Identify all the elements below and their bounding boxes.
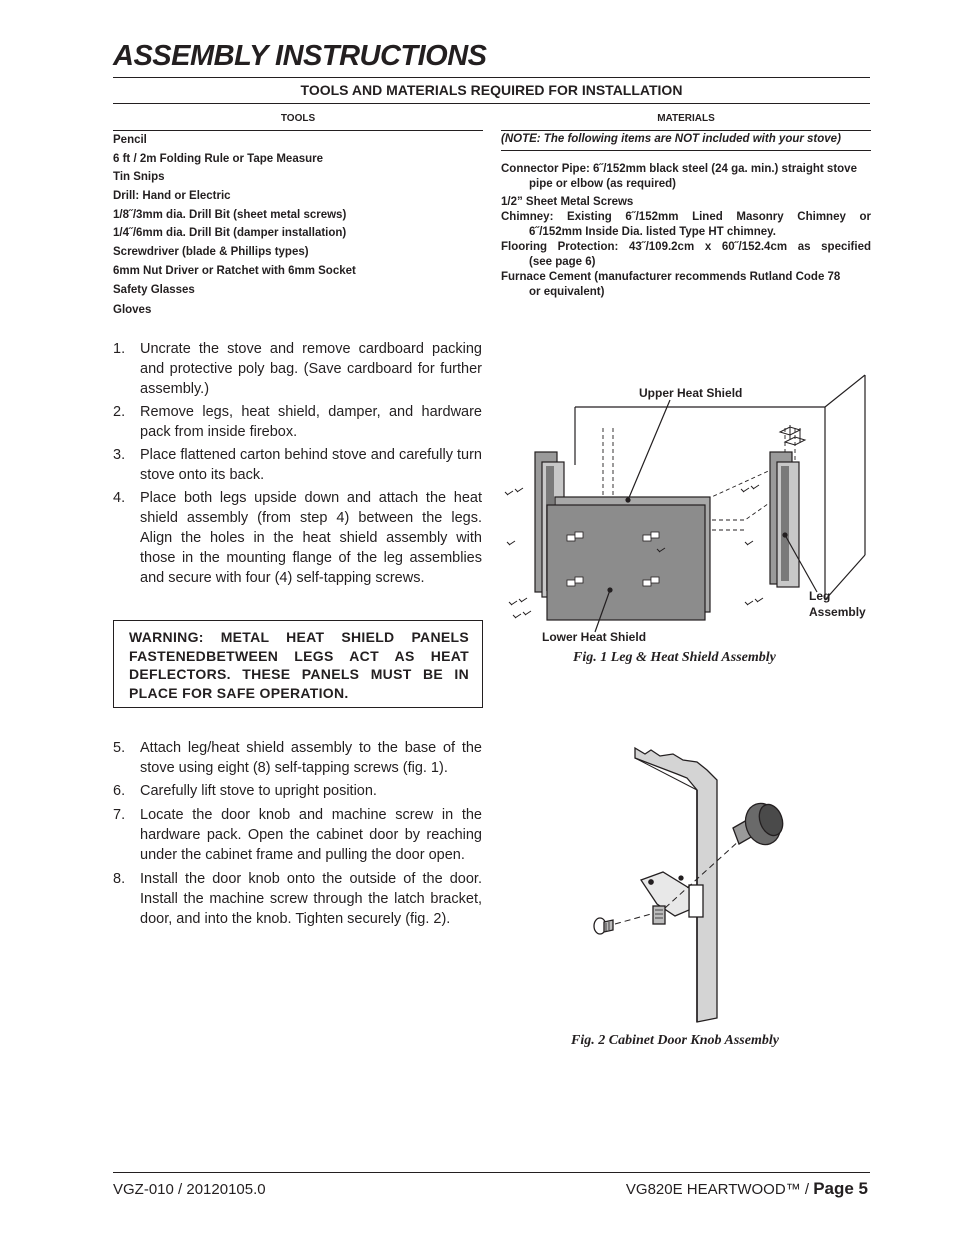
page-number: Page 5 <box>813 1179 868 1198</box>
door-latch-slot <box>689 885 703 917</box>
step-item <box>113 402 482 442</box>
upper-heat-shield-label: Upper Heat Shield <box>639 386 743 400</box>
leg-assembly-label-line2: Assembly <box>809 605 866 619</box>
title-rule <box>113 77 870 78</box>
step-text: Locate the door knob and machine screw in the hardware pack. Open the cabinet door by reaching under the cabinet frame and pulling the door open. <box>140 807 482 863</box>
materials-note: (NOTE: The following items are NOT included with your stove) <box>501 133 841 145</box>
material-item <box>501 195 871 210</box>
lower-heat-shield <box>547 505 705 620</box>
step-item <box>113 339 482 399</box>
step-item <box>113 781 482 801</box>
material-item <box>501 162 871 192</box>
materials-heading-rule <box>501 130 871 131</box>
step-number: 3. <box>113 447 126 463</box>
tool-item: Gloves <box>113 304 152 316</box>
material-item-cont: or equivalent) <box>529 286 605 298</box>
tool-item: 1/4˝/6mm dia. Drill Bit (damper installation) <box>113 227 347 239</box>
section-subtitle: TOOLS AND MATERIALS REQUIRED FOR INSTALLATION <box>300 82 683 98</box>
material-item-line: Connector Pipe: 6˝/152mm black steel (24 ga. min.) straight stove <box>501 163 857 175</box>
tools-heading: TOOLS <box>280 113 316 124</box>
machine-screw <box>594 918 613 934</box>
document-code: VGZ-010 / 20120105.0 <box>113 1181 266 1198</box>
warning-box <box>113 620 483 708</box>
step-text: Install the door knob onto the outside of the door. Install the machine screw through the latch bracket, door, and into the knob. Tighten securely (fig. 2). <box>140 871 482 927</box>
step-number: 4. <box>113 490 126 506</box>
tool-item: Tin Snips <box>113 171 165 183</box>
materials-note-rule <box>501 150 871 151</box>
material-item-line: Furnace Cement (manufacturer recommends Rutland Code 78 <box>501 271 841 283</box>
material-item <box>501 240 871 270</box>
step-item <box>113 869 482 929</box>
materials-heading: MATERIALS <box>657 113 715 124</box>
door-knob-diagram <box>585 740 815 1030</box>
step-item <box>113 738 482 778</box>
step-text: Remove legs, heat shield, damper, and hardware pack from inside firebox. <box>140 404 482 440</box>
step-text: Attach leg/heat shield assembly to the base of the stove using eight (8) self-tapping screws (fig. 1). <box>140 740 482 776</box>
step-number: 7. <box>113 807 126 823</box>
lower-heat-shield-label: Lower Heat Shield <box>542 630 647 644</box>
spacer <box>653 906 665 924</box>
step-text: Place flattened carton behind stove and carefully turn stove onto its back. <box>140 447 482 483</box>
subtitle-rule <box>113 103 870 104</box>
warning-text: WARNING: METAL HEAT SHIELD PANELS FASTENEDBETWEEN LEGS ACT AS HEAT DEFLECTORS. THESE PANELS MUST BE IN PLACE FOR SAFE OPERATION. <box>129 629 469 701</box>
page-title: ASSEMBLY INSTRUCTIONS <box>113 40 487 72</box>
tool-item: 1/8˝/3mm dia. Drill Bit (sheet metal screws) <box>113 209 347 221</box>
material-item <box>501 210 871 240</box>
tool-item: 6mm Nut Driver or Ratchet with 6mm Socket <box>113 265 356 277</box>
right-leg <box>770 452 799 587</box>
material-item-line: Flooring Protection: 43˝/109.2cm x 60˝/152.4cm as specified <box>501 241 871 253</box>
tool-item: Screwdriver (blade & Phillips types) <box>113 246 309 258</box>
step-text: Place both legs upside down and attach the heat shield assembly (from step 4) between the legs. Align the holes in the heat shield assembly with those in the mounting flange of the leg assemblies and secure with four (4) self-tapping screws. <box>140 490 482 586</box>
material-item <box>501 270 871 300</box>
step-number: 1. <box>113 341 126 357</box>
tool-item: 6 ft / 2m Folding Rule or Tape Measure <box>113 153 324 165</box>
tool-item: Drill: Hand or Electric <box>113 190 231 202</box>
step-text: Uncrate the stove and remove cardboard packing and protective poly bag. (Save cardboard for further assembly.) <box>140 341 482 397</box>
top-bolts <box>780 425 805 445</box>
step-number: 6. <box>113 783 126 799</box>
stove-bottom-edge <box>825 555 865 600</box>
fig2-caption: Fig. 2 Cabinet Door Knob Assembly <box>571 1033 779 1048</box>
step-number: 2. <box>113 404 126 420</box>
upper-shield-leader <box>628 400 670 500</box>
material-item-line: Chimney: Existing 6˝/152mm Lined Masonry Chimney or <box>501 211 871 223</box>
footer-product-page <box>626 1179 868 1199</box>
step-item <box>113 805 482 865</box>
material-item-line: 1/2” Sheet Metal Screws <box>501 196 634 208</box>
step-item <box>113 445 482 485</box>
leg-assembly-label-line1: Leg <box>809 589 831 603</box>
material-item-cont: 6˝/152mm Inside Dia. listed Type HT chimney. <box>529 226 776 238</box>
footer-rule <box>113 1172 870 1173</box>
tool-item: Pencil <box>113 134 147 146</box>
tool-item: Safety Glasses <box>113 284 195 296</box>
step-text: Carefully lift stove to upright position. <box>140 783 377 799</box>
material-item-cont: pipe or elbow (as required) <box>529 178 676 190</box>
material-item-cont: (see page 6) <box>529 256 596 268</box>
product-name: VG820E HEARTWOOD™ / <box>625 1181 814 1198</box>
step-item <box>113 488 482 588</box>
tools-heading-rule <box>113 130 483 131</box>
door-knob-icon <box>733 798 787 849</box>
step-number: 8. <box>113 871 126 887</box>
fig1-caption: Fig. 1 Leg & Heat Shield Assembly <box>573 650 776 665</box>
step-number: 5. <box>113 740 126 756</box>
